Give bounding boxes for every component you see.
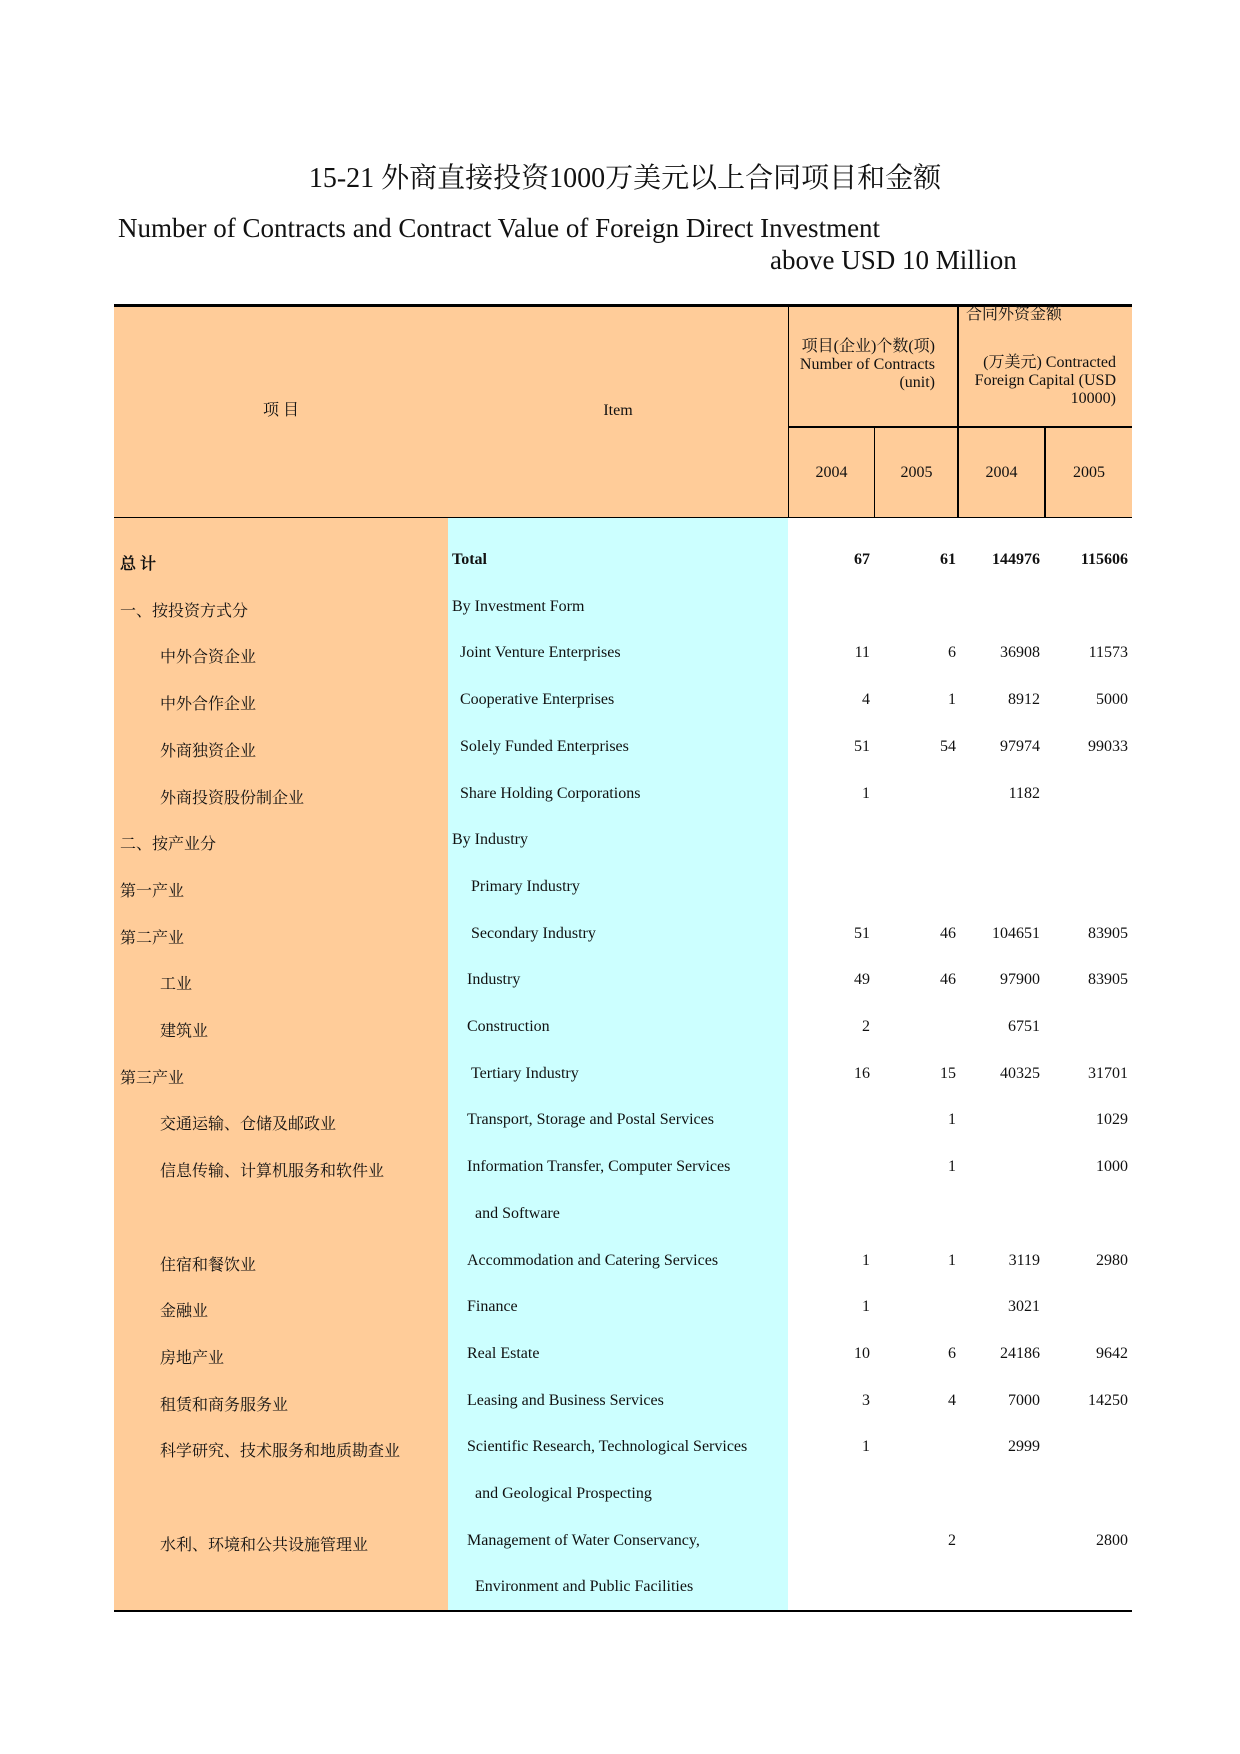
table-row: [114, 537, 1132, 584]
row-label-cn: 金融业: [160, 1303, 209, 1321]
row-value: 3119: [1008, 1251, 1040, 1269]
row-label-en: Share Holding Corporations: [460, 784, 641, 802]
row-label-cn: 外商投资股份制企业: [160, 789, 305, 807]
row-value: 46: [940, 971, 956, 989]
table-row: [114, 957, 1132, 1004]
row-value: 97900: [1000, 971, 1040, 989]
row-value: 2: [948, 1531, 956, 1549]
row-label-en: Secondary Industry: [471, 924, 596, 942]
row-value: 6: [948, 1344, 956, 1362]
row-value: 2980: [1096, 1251, 1128, 1269]
row-value: 36908: [1000, 644, 1040, 662]
row-value: 104651: [992, 924, 1040, 942]
row-value: 40325: [1000, 1064, 1040, 1082]
row-label-en: Primary Industry: [471, 877, 580, 895]
row-label-cn: 工业: [160, 976, 193, 994]
table-row: [114, 1331, 1132, 1378]
row-value: 4: [862, 691, 870, 709]
table-row: [114, 864, 1132, 911]
table-row: [114, 1518, 1132, 1565]
row-value: 61: [940, 551, 956, 568]
row-value: 16: [854, 1064, 870, 1082]
row-label-cn: 第一产业: [120, 882, 185, 900]
row-label-en: Tertiary Industry: [471, 1064, 579, 1082]
row-label-cn: 一、按投资方式分: [120, 602, 249, 620]
row-label-cn: 总 计: [120, 556, 157, 573]
row-label-cn: 房地产业: [160, 1349, 225, 1367]
header-year: 2004: [985, 464, 1018, 481]
row-value: 14250: [1088, 1391, 1128, 1409]
table-row: [114, 584, 1132, 631]
row-value: 5000: [1096, 691, 1128, 709]
row-label-en: By Investment Form: [452, 597, 585, 615]
title-en-line1: Number of Contracts and Contract Value of Foreign Direct Investment: [118, 213, 881, 243]
row-label-en: Real Estate: [467, 1344, 540, 1362]
table-row: [114, 1471, 1132, 1518]
header-item-en: Item: [603, 402, 633, 419]
row-value: 1029: [1096, 1111, 1128, 1129]
row-label-cn: 建筑业: [160, 1023, 209, 1040]
row-value: 3021: [1008, 1298, 1040, 1316]
row-label-en: Environment and Public Facilities: [475, 1578, 694, 1596]
row-value: 115606: [1080, 551, 1128, 568]
header-year: 2005: [900, 464, 933, 481]
row-label-en: Construction: [467, 1018, 550, 1035]
header-contracts: 项目(企业)个数(项) Number of Contracts (unit): [799, 338, 935, 391]
row-label-cn: 水利、环境和公共设施管理业: [160, 1536, 369, 1554]
row-label-en: Finance: [467, 1298, 518, 1316]
divider: [788, 304, 789, 518]
row-label-en: and Software: [475, 1204, 560, 1222]
row-label-en: Management of Water Conservancy,: [467, 1531, 700, 1549]
row-label-en: Information Transfer, Computer Services: [467, 1158, 731, 1176]
row-value: 99033: [1088, 737, 1128, 755]
header-year: 2004: [815, 464, 848, 481]
row-label-cn: 科学研究、技术服务和地质勘查业: [160, 1443, 401, 1461]
row-label-en: Leasing and Business Services: [467, 1391, 664, 1409]
row-label-en: Solely Funded Enterprises: [460, 737, 629, 755]
row-label-en: and Geological Prospecting: [475, 1485, 652, 1502]
row-value: 97974: [1000, 737, 1040, 755]
row-value: 10: [854, 1344, 870, 1362]
row-value: 3: [862, 1391, 870, 1409]
row-value: 46: [940, 924, 956, 942]
row-value: 15: [940, 1064, 956, 1082]
row-value: 2999: [1008, 1438, 1040, 1456]
row-label-en: Transport, Storage and Postal Services: [467, 1111, 714, 1129]
row-value: 1: [862, 784, 870, 802]
table-row: [114, 1191, 1132, 1238]
row-label-cn: 租赁和商务服务业: [160, 1396, 289, 1414]
header-item-cn: 项 目: [262, 402, 299, 419]
row-label-en: By Industry: [452, 831, 528, 849]
table-row: [114, 1004, 1132, 1051]
table-row: [114, 1051, 1132, 1098]
row-label-cn: 交通运输、仓储及邮政业: [160, 1116, 337, 1134]
row-label-en: Industry: [467, 971, 521, 989]
row-value: 83905: [1088, 971, 1128, 989]
data-table: [114, 304, 1132, 1612]
table-row: [114, 911, 1132, 958]
divider: [957, 304, 959, 518]
row-value: 144976: [992, 551, 1040, 568]
table-row: [114, 1378, 1132, 1425]
row-label-en: Accommodation and Catering Services: [467, 1251, 719, 1269]
row-label-cn: 信息传输、计算机服务和软件业: [160, 1163, 385, 1181]
title-en-line2: above USD 10 Million: [770, 245, 1017, 275]
table-row: [114, 1238, 1132, 1285]
row-value: 1: [948, 1158, 956, 1176]
divider: [788, 426, 1132, 428]
table-row: [114, 1144, 1132, 1191]
table-row: [114, 630, 1132, 677]
row-value: 1182: [1008, 784, 1040, 802]
row-value: 24186: [1000, 1344, 1040, 1362]
header-year: 2005: [1073, 464, 1105, 481]
header-capital-en: (万美元) Contracted Foreign Capital (USD 10000): [974, 354, 1116, 407]
row-value: 6751: [1008, 1018, 1040, 1035]
table-row: [114, 724, 1132, 771]
table-row: [114, 1424, 1132, 1471]
row-value: 49: [854, 971, 870, 989]
row-label-en: Joint Venture Enterprises: [460, 644, 621, 662]
row-value: 1: [948, 1111, 956, 1129]
row-value: 9642: [1096, 1344, 1128, 1362]
table-row: [114, 1564, 1132, 1611]
row-label-cn: 中外合作企业: [160, 696, 257, 714]
header-rule: [114, 517, 1132, 518]
row-value: 67: [854, 551, 870, 568]
row-value: 11: [854, 644, 870, 662]
row-label-cn: 第二产业: [120, 929, 185, 947]
row-label-cn: 第三产业: [120, 1069, 185, 1087]
row-value: 2: [862, 1018, 870, 1035]
row-value: 4: [948, 1391, 956, 1409]
row-value: 51: [854, 924, 870, 942]
row-value: 1000: [1096, 1158, 1128, 1176]
row-label-cn: 住宿和餐饮业: [160, 1256, 257, 1274]
row-value: 6: [948, 644, 956, 662]
header-capital-cn: 合同外资金额: [966, 306, 1063, 323]
row-value: 83905: [1088, 924, 1128, 942]
row-value: 1: [948, 1251, 956, 1269]
row-label-en: Cooperative Enterprises: [460, 691, 615, 709]
table-row: [114, 1284, 1132, 1331]
row-value: 1: [948, 691, 956, 709]
table-row: [114, 771, 1132, 818]
row-label-cn: 中外合资企业: [160, 649, 257, 667]
row-label-cn: 二、按产业分: [120, 836, 217, 854]
row-value: 11573: [1088, 644, 1128, 662]
row-value: 54: [940, 737, 956, 755]
table-row: [114, 817, 1132, 864]
row-label-en: Scientific Research, Technological Services: [467, 1438, 748, 1456]
row-value: 31701: [1088, 1064, 1128, 1082]
table-row: [114, 677, 1132, 724]
row-value: 1: [862, 1298, 870, 1316]
row-value: 51: [854, 737, 870, 755]
title-cn: 15-21 外商直接投资1000万美元以上合同项目和金额: [308, 163, 942, 194]
row-value: 1: [862, 1251, 870, 1269]
row-value: 1: [862, 1438, 870, 1456]
row-value: 2800: [1096, 1531, 1128, 1549]
row-label-cn: 外商独资企业: [160, 742, 257, 760]
row-value: 8912: [1008, 691, 1040, 709]
row-label-en: Total: [452, 551, 487, 568]
row-value: 7000: [1008, 1391, 1040, 1409]
table-row: [114, 1097, 1132, 1144]
